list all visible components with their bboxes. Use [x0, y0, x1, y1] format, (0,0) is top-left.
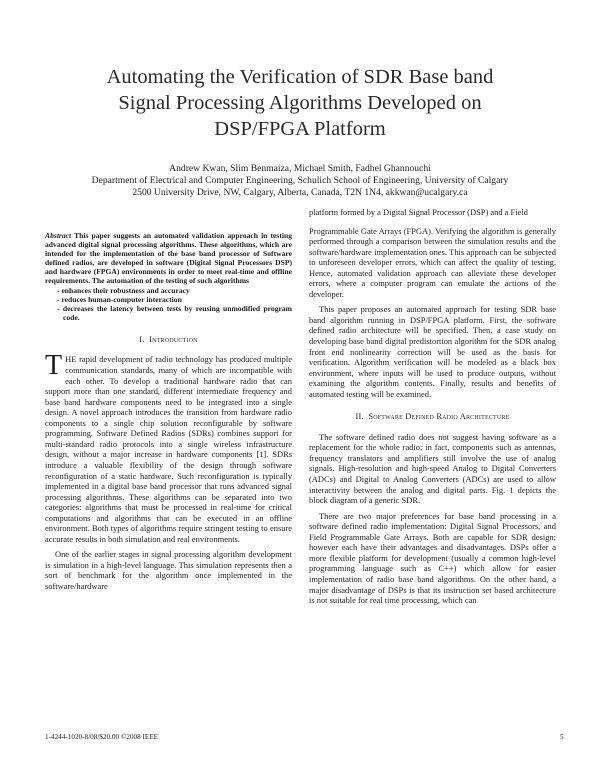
- continued-text: platform formed by a Digital Signal Processor (DSP) and a Field: [309, 207, 528, 217]
- abstract-bullet: - reduces human-computer interaction: [63, 295, 292, 304]
- footer-copyright: 1-4244-1020-8/08/$20.00 ©2008 IEEE: [45, 733, 159, 741]
- abstract-text: This paper suggests an automated validation approach in testing advanced digital signal processing algorithms. These algorithms, which are intended for the implementation of the base band processor of Software defined radios, are developed in software (Digital Signal Processors DSP) and hardware (FPGA) environments in order to meet real-time and offline requirements. The automation of the testing of such algorithms: [45, 231, 292, 286]
- body-paragraph: The software defined radio does not suggest having software as a replacement for the whole radio; in fact, components such as antennas, frequency translators and amplifiers still involve the use of analog signals. High-resolution and high-speed Analog to Digital Converters (ADCs) and Digital to Analog Converters (ADCs) are used to allow interactivity between the analog and digital parts. Fig. 1 depicts the block diagram of a generic SDR.: [309, 431, 556, 506]
- abstract-bullet: - enhances their robustness and accuracy: [63, 286, 292, 295]
- section-title: Introduction: [149, 334, 198, 344]
- abstract-bullet-list: [45, 286, 292, 322]
- abstract: [45, 231, 292, 286]
- section-numeral: II.: [355, 412, 364, 422]
- page-number: 5: [560, 733, 564, 741]
- abstract-label: Abstract: [45, 231, 72, 240]
- body-paragraph: Programmable Gate Arrays (FPGA). Verifying the algorithm is generally performed through a comparison between the simulation results and the software/hardware implementation ones. This approach can be subjected to unforeseen developer errors, which can affect the quality of testing. Hence, automated validation approach can alleviate these developer errors, where a computer program can emulate the actions of the developer.: [309, 225, 556, 299]
- author-address: 2500 University Drive, NW, Calgary, Alberta, Canada, T2N 1N4, akkwan@ucalgary.ca: [132, 187, 468, 198]
- section-heading-sdr-architecture: [309, 412, 556, 423]
- intro-paragraph: One of the earlier stages in signal processing algorithm development is simulation in a high-level language. This simulation represents then a sort of benchmark for the algorithm once implemented in the software/hardware: [45, 549, 292, 591]
- title-line: Automating the Verification of SDR Base band: [106, 66, 494, 88]
- body-paragraph: There are two major preferences for base band processing in a software defined radio implementation: Digital Signal Processors, and Field Programmable Gate Arrays. Both are capable for SDR design; however each have their advantages and disadvantages. DSPs offer a more flexible platform for development (usually a common high-level programming language such as C++) which allow for easier implementation of radio base band algorithms. On the other hand, a major disadvantage of DSPs is that its instruction set based architecture is not suitable for real time processing, which can: [309, 510, 556, 606]
- paper-title: [40, 64, 560, 142]
- drop-cap: T: [45, 350, 63, 382]
- section-numeral: I.: [139, 334, 145, 344]
- title-line: DSP/FPGA Platform: [214, 118, 386, 140]
- abstract-bullet: - decreases the latency between tests by reusing unmodified program code.: [63, 304, 292, 322]
- author-names: Andrew Kwan, Slim Benmaiza, Michael Smith, Fadhel Ghannouchi: [169, 163, 431, 174]
- right-column: [309, 207, 556, 606]
- body-paragraph: This paper proposes an automated approach for testing SDR base band algorithm running in DSP/FPGA platform. First, the software defined radio architecture will be specified. Then, a case study on developing base band digital predistortion algorithm for the SDR analog front end nonlinearity correction will be used as the basis for verification. Algorithm verification will be modeled as a black box environment, where inputs will be used to produce outputs, without examining the algorithm contents. Finally, results and benefits of automated testing will be examined.: [309, 304, 556, 399]
- title-line: Signal Processing Algorithms Developed on: [118, 92, 482, 114]
- section-title: Software Defined Radio Architecture: [368, 412, 510, 422]
- left-column: [45, 231, 292, 592]
- author-block: [30, 163, 570, 199]
- section-heading-introduction: [45, 335, 292, 346]
- intro-paragraph: THE rapid development of radio technology has produced multiple communication standards, many of which are incompatible with each other. To develop a traditional hardware radio that can support more than one standard, different intermediate frequency and base band hardware components need to be integrated into a single design. A novel approach introduces the transition from hardware radio components to a single chip solution reconfigurable by software programming. Software Defined Radios (SDRs) combines support for multi-standard radio protocols into a single wireless infrastructure design, without a major increase in hardware components [1]. SDRs introduce a valuable flexibility of the design through software reconfiguration of a static hardware. Such reconfiguration is typically implemented in a digital base band processor that runs advanced signal processing algorithms. These algorithms can be separated into two categories: algorithms that must be processed in real-time for critical computations and algorithms that can be executed in an offline environment. Both types of algorithms require stringent testing to ensure accurate results in both simulation and real environments.: [45, 350, 292, 544]
- author-affiliation: Department of Electrical and Computer Engineering, Schulich School of Engineering, University of Calgary: [91, 175, 509, 186]
